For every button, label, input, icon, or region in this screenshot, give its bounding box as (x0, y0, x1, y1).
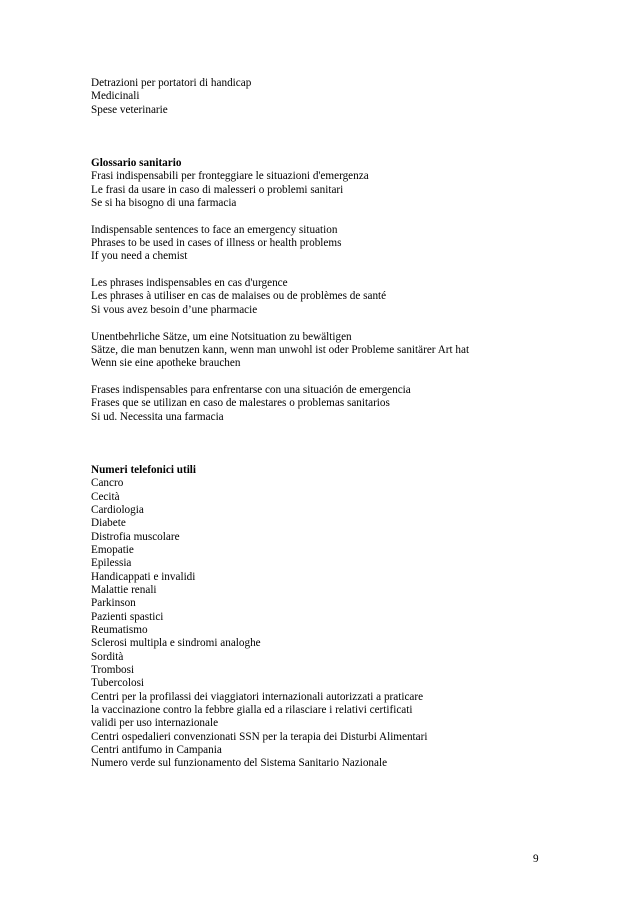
glossary-phrase: Indispensable sentences to face an emergency situation (91, 223, 338, 236)
phone-number-item: Centri antifumo in Campania (91, 744, 222, 757)
phone-numbers-title: Numeri telefonici utili (91, 463, 197, 476)
phone-number-item: la vaccinazione contro la febbre gialla ed a rilasciare i relativi certificati (91, 704, 413, 717)
phone-number-item: Epilessia (91, 557, 132, 570)
glossary-title: Glossario sanitario (91, 157, 182, 170)
glossary-phrase: Les phrases indispensables en cas d'urgence (91, 277, 288, 290)
glossary-spanish (91, 384, 551, 424)
phone-number-item: Diabete (91, 517, 126, 530)
phone-number-item: Emopatie (91, 543, 134, 556)
glossary-phrase: Se si ha bisogno di una farmacia (91, 197, 237, 210)
glossary-phrase: Frases indispensables para enfrentarse con una situación de emergencia (91, 383, 411, 396)
glossary-phrase: Sätze, die man benutzen kann, wenn man unwohl ist oder Probleme sanitärer Art hat (91, 343, 470, 356)
deductions-list (91, 77, 551, 117)
page-content (91, 77, 551, 771)
phone-number-item: validi per uso internazionale (91, 717, 219, 730)
glossary-english (91, 224, 551, 264)
phone-number-item: Distrofia muscolare (91, 530, 180, 543)
glossary-phrase: Les phrases à utiliser en cas de malaises ou de problèmes de santé (91, 290, 387, 303)
glossary-phrase: Wenn sie eine apotheke brauchen (91, 357, 241, 370)
phone-number-item: Tubercolosi (91, 677, 145, 690)
glossary-german (91, 331, 551, 371)
phone-number-item: Sclerosi multipla e sindromi analoghe (91, 637, 261, 650)
phone-number-item: Cecità (91, 490, 120, 503)
glossary-phrase: Frases que se utilizan en caso de malestares o problemas sanitarios (91, 397, 390, 410)
phone-number-item: Trombosi (91, 664, 135, 677)
phone-number-item: Reumatismo (91, 624, 148, 637)
glossary-phrase: Si vous avez besoin d’une pharmacie (91, 303, 258, 316)
phone-number-item: Centri ospedalieri convenzionati SSN per la terapia dei Disturbi Alimentari (91, 730, 428, 743)
phone-number-item: Cancro (91, 477, 124, 490)
phone-number-item: Malattie renali (91, 584, 157, 596)
glossary-phrase: If you need a chemist (91, 250, 188, 263)
deduction-item: Medicinali (91, 90, 140, 103)
glossary-italian (91, 170, 551, 210)
phone-number-item: Handicappati e invalidi (91, 570, 196, 583)
phone-number-item: Cardiologia (91, 503, 144, 516)
glossary-phrase: Frasi indispensabili per fronteggiare le situazioni d'emergenza (91, 170, 369, 183)
phone-number-item: Parkinson (91, 597, 136, 610)
glossary-section (91, 157, 551, 424)
phone-number-item: Pazienti spastici (91, 610, 164, 623)
glossary-phrase: Unentbehrliche Sätze, um eine Notsituation zu bewältigen (91, 330, 352, 343)
phone-number-item: Sordità (91, 650, 124, 663)
phone-number-item: Centri per la profilassi dei viaggiatori internazionali autorizzati a praticare (91, 690, 424, 703)
glossary-phrase: Phrases to be used in cases of illness or health problems (91, 237, 342, 250)
glossary-french (91, 277, 551, 317)
glossary-phrase: Le frasi da usare in caso di malesseri o problemi sanitari (91, 183, 344, 196)
deduction-item: Detrazioni per portatori di handicap (91, 77, 252, 89)
phone-number-item: Numero verde sul funzionamento del Sistema Sanitario Nazionale (91, 757, 388, 770)
phone-numbers-section (91, 464, 551, 771)
page-number: 9 (533, 853, 539, 865)
deduction-item: Spese veterinarie (91, 103, 168, 116)
glossary-phrase: Si ud. Necessita una farmacia (91, 410, 224, 423)
